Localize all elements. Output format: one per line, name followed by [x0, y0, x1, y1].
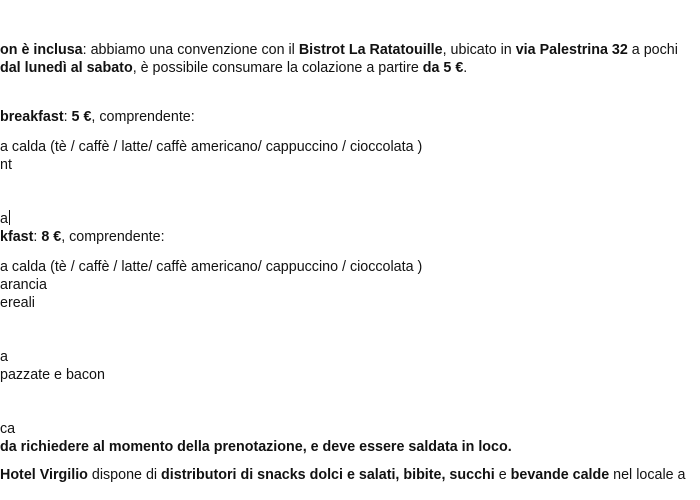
text: dispone di — [87, 467, 162, 483]
text-cursor — [9, 210, 10, 225]
note-line: da richiedere al momento della prenotazione, e deve essere saldata in loco. — [0, 439, 512, 455]
heading-breakfast-8 — [0, 228, 165, 246]
text: : — [63, 109, 72, 125]
heading-breakfast-5 — [0, 108, 195, 126]
paragraph-line-2 — [0, 59, 467, 77]
list-item: arancia — [0, 277, 47, 293]
text: a — [0, 211, 8, 227]
text: a pochi — [627, 42, 678, 58]
text-bold: da 5 € — [422, 60, 464, 76]
text-bold: Bistrot La Ratatouille — [298, 42, 443, 58]
text: , è possibile consumare la colazione a partire — [132, 60, 423, 76]
text: : abbiamo una convenzione con il — [82, 42, 299, 58]
paragraph-line-hotel — [0, 466, 686, 484]
text-bold: via Palestrina 32 — [515, 42, 628, 58]
text: nel locale a — [609, 467, 686, 483]
list-item: a calda (tè / caffè / latte/ caffè americano/ cappuccino / cioccolata ) — [0, 139, 423, 155]
list-item — [0, 210, 10, 228]
text-bold: on è inclusa — [0, 42, 83, 58]
text: : — [33, 229, 42, 245]
list-item: ca — [0, 421, 16, 437]
text-bold: 5 € — [71, 109, 92, 125]
text: , ubicato in — [442, 42, 516, 58]
text-bold: breakfast — [0, 109, 64, 125]
text-bold: 8 € — [41, 229, 62, 245]
text: e — [494, 467, 511, 483]
text-bold: dal lunedì al sabato — [0, 60, 133, 76]
text: , comprendente: — [91, 109, 195, 125]
list-item: ereali — [0, 295, 35, 311]
text: , comprendente: — [61, 229, 165, 245]
text-bold: bevande calde — [510, 467, 610, 483]
list-item: pazzate e bacon — [0, 367, 105, 383]
text-bold: distributori di snacks dolci e salati, bibite, succhi — [161, 467, 495, 483]
text-bold: Hotel Virgilio — [0, 467, 88, 483]
list-item: nt — [0, 157, 12, 173]
text-bold: kfast — [0, 229, 34, 245]
text: . — [463, 60, 468, 76]
list-item: a calda (tè / caffè / latte/ caffè americano/ cappuccino / cioccolata ) — [0, 259, 423, 275]
paragraph-line-1 — [0, 41, 678, 59]
list-item: a — [0, 349, 8, 365]
